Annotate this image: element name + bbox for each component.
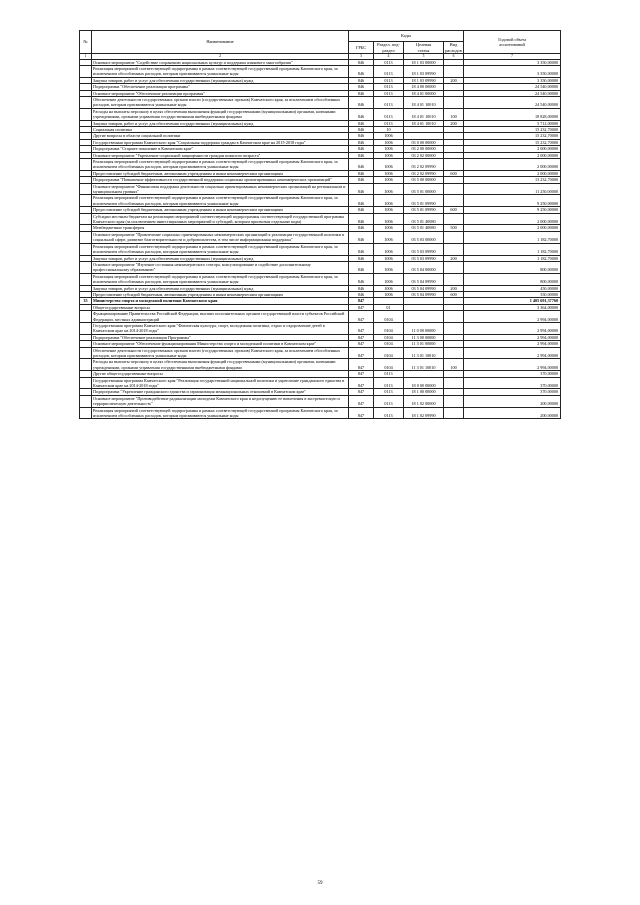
row-number bbox=[80, 108, 92, 120]
row-number bbox=[80, 377, 92, 389]
row-number bbox=[80, 213, 92, 225]
table-row bbox=[80, 407, 561, 419]
row-amount: 3 350,00000 bbox=[464, 59, 561, 65]
row-section: 1006 bbox=[374, 133, 404, 139]
row-target: 18 4 00 00000 bbox=[404, 84, 444, 90]
row-exptype bbox=[444, 347, 464, 359]
row-grbs: 846 bbox=[349, 139, 374, 145]
row-name: Обеспечение деятельности государственных органов власти (государственных органов) Камчатского края, за исключением обособленных расходов, которым присваиваются уникальные коды bbox=[92, 96, 349, 108]
row-amount: 15 232,70000 bbox=[464, 133, 561, 139]
row-amount: 2 000,00000 bbox=[464, 170, 561, 176]
row-section: 1006 bbox=[374, 183, 404, 195]
row-name: Основное мероприятие "Изучение состояния некоммерческого сектора, консультирование и содействие дополнительному профессиональному образованию" bbox=[92, 261, 349, 273]
row-exptype bbox=[444, 322, 464, 334]
row-target: 03 5 01 00000 bbox=[404, 183, 444, 195]
row-number bbox=[80, 359, 92, 371]
row-target: 11 0 00 00000 bbox=[404, 322, 444, 334]
row-exptype bbox=[444, 65, 464, 77]
row-target: 03 2 02 09990 bbox=[404, 159, 444, 171]
row-target: 03 2 02 00000 bbox=[404, 152, 444, 158]
row-target: 18 4 01 10010 bbox=[404, 96, 444, 108]
row-grbs: 846 bbox=[349, 133, 374, 139]
row-name: Другие общегосударственные вопросы bbox=[92, 371, 349, 377]
row-exptype: 100 bbox=[444, 359, 464, 371]
row-grbs: 846 bbox=[349, 77, 374, 83]
row-grbs: 846 bbox=[349, 243, 374, 255]
row-number bbox=[80, 65, 92, 77]
row-target: 03 5 03 00000 bbox=[404, 231, 444, 243]
row-section: 0113 bbox=[374, 371, 404, 377]
row-section: 1006 bbox=[374, 273, 404, 285]
row-name: Основное мероприятие "Финансовая поддержка деятельности социально ориентированных некоммерческих организаций на региональном и муниципальном уровнях" bbox=[92, 183, 349, 195]
table-row bbox=[80, 108, 561, 120]
row-grbs: 846 bbox=[349, 285, 374, 291]
row-exptype bbox=[444, 159, 464, 171]
row-name: Основное мероприятие "Привлечение социально ориентированных некоммерческих организаций к реализации государственной политики в социальной сфере, развитие благотворительности и добровольчества, в том числе информационная поддержка" bbox=[92, 231, 349, 243]
row-target: 18 1 03 00000 bbox=[404, 59, 444, 65]
row-grbs: 846 bbox=[349, 183, 374, 195]
row-grbs: 846 bbox=[349, 261, 374, 273]
row-grbs: 846 bbox=[349, 170, 374, 176]
row-section: 1006 bbox=[374, 243, 404, 255]
row-target bbox=[404, 311, 444, 323]
row-target: 03 5 04 00000 bbox=[404, 261, 444, 273]
row-name: Реализация мероприятий соответствующей подпрограммы в рамках соответствующей государственной программы Камчатского края, за исключением обособленных расходов, которым присваиваются уникальные коды bbox=[92, 273, 349, 285]
row-target: 11 3 01 10010 bbox=[404, 359, 444, 371]
header-index: 4 bbox=[374, 54, 404, 60]
row-name: Реализация мероприятий соответствующей подпрограммы в рамках соответствующей государственной программы Камчатского края, за исключением обособленных расходов, которым присваиваются уникальные коды bbox=[92, 195, 349, 207]
row-grbs: 847 bbox=[349, 395, 374, 407]
header-name: Наименование bbox=[92, 31, 349, 54]
row-name: Субсидии местным бюджетам на реализацию мероприятий соответствующей подпрограммы соответствующей государственной программы Камчатского края (за исключением инвестиционных мероприятий и субсидий, которым присвоены отдельные коды) bbox=[92, 213, 349, 225]
row-grbs: 846 bbox=[349, 207, 374, 213]
row-name: Основное мероприятие "Обеспечение реализации программы" bbox=[92, 90, 349, 96]
table-row bbox=[80, 195, 561, 207]
row-section: 10 bbox=[374, 126, 404, 132]
row-target: 03 0 00 00000 bbox=[404, 139, 444, 145]
row-target: 18 1 02 00000 bbox=[404, 395, 444, 407]
row-target: 03 5 01 09990 bbox=[404, 195, 444, 207]
row-name: Предоставление субсидий бюджетным, автономным учреждениям и иным некоммерческим организациям bbox=[92, 207, 349, 213]
table-row bbox=[80, 243, 561, 255]
row-amount: 9 250,00000 bbox=[464, 207, 561, 213]
row-amount: 800,00000 bbox=[464, 261, 561, 273]
row-section: 0113 bbox=[374, 77, 404, 83]
row-grbs: 847 bbox=[349, 407, 374, 419]
row-section: 1006 bbox=[374, 177, 404, 183]
row-name: Предоставление субсидий бюджетным, автономным учреждениям и иным некоммерческим организациям bbox=[92, 170, 349, 176]
row-target: 03 5 01 40080 bbox=[404, 225, 444, 231]
row-name: Общегосударственные вопросы bbox=[92, 304, 349, 310]
row-number bbox=[80, 273, 92, 285]
row-amount: 5 712,00000 bbox=[464, 120, 561, 126]
header-num: № bbox=[80, 31, 92, 54]
table-row bbox=[80, 213, 561, 225]
row-target: 18 4 01 10010 bbox=[404, 120, 444, 126]
row-name: Предоставление субсидий бюджетным, автономным учреждениям и иным некоммерческим организациям bbox=[92, 291, 349, 297]
header-codes: Коды bbox=[349, 31, 464, 42]
row-name: Обеспечение деятельности государственных органов власти (государственных органов) Камчатского края, за исключением обособленных расходов, которым присваиваются уникальные коды bbox=[92, 347, 349, 359]
row-grbs: 846 bbox=[349, 126, 374, 132]
row-section: 0113 bbox=[374, 395, 404, 407]
row-name: Министерство спорта и молодежной политики Камчатского края bbox=[92, 298, 349, 304]
row-section: 01 bbox=[374, 304, 404, 310]
row-exptype: 600 bbox=[444, 207, 464, 213]
row-section: 1006 bbox=[374, 231, 404, 243]
row-grbs: 846 bbox=[349, 152, 374, 158]
row-target: 18 4 01 00000 bbox=[404, 90, 444, 96]
row-target: 18 0 00 00000 bbox=[404, 377, 444, 389]
row-section: 1006 bbox=[374, 261, 404, 273]
row-amount: 3 364,00000 bbox=[464, 304, 561, 310]
table-row bbox=[80, 359, 561, 371]
row-target: 18 1 00 00000 bbox=[404, 389, 444, 395]
row-exptype: 600 bbox=[444, 291, 464, 297]
table-row bbox=[80, 183, 561, 195]
row-section: 0113 bbox=[374, 84, 404, 90]
row-section: 1006 bbox=[374, 213, 404, 225]
row-target: 03 2 00 00000 bbox=[404, 146, 444, 152]
row-name: Основное мероприятие "Укрепление социальной защищенности граждан пожилого возраста" bbox=[92, 152, 349, 158]
row-name: Подпрограмма "Обеспечение реализации Программы" bbox=[92, 334, 349, 340]
row-exptype bbox=[444, 395, 464, 407]
row-target: 03 5 04 09990 bbox=[404, 291, 444, 297]
row-amount: 2 000,00000 bbox=[464, 152, 561, 158]
row-section: 0113 bbox=[374, 90, 404, 96]
row-section: 0113 bbox=[374, 59, 404, 65]
row-section: 1006 bbox=[374, 285, 404, 291]
row-number bbox=[80, 159, 92, 171]
row-name: Государственная программа Камчатского края "Социальная поддержка граждан в Камчатском крае на 2015-2018 годы" bbox=[92, 139, 349, 145]
row-name: Подпрограмма "Обеспечение реализации программы" bbox=[92, 84, 349, 90]
table-row bbox=[80, 65, 561, 77]
header-grbs: ГРБС bbox=[349, 42, 374, 54]
row-section: 1006 bbox=[374, 291, 404, 297]
header-exptype: Вид расходов bbox=[445, 42, 462, 53]
row-target: 11 3 00 00000 bbox=[404, 334, 444, 340]
row-name: Основное мероприятие "Обеспечение функционирования Министерства спорта и молодежной политики в Камчатском крае" bbox=[92, 341, 349, 347]
table-row bbox=[80, 377, 561, 389]
row-section: 1006 bbox=[374, 146, 404, 152]
row-exptype bbox=[444, 377, 464, 389]
header-index: 6 bbox=[444, 54, 464, 60]
row-grbs: 847 bbox=[349, 334, 374, 340]
row-exptype bbox=[444, 213, 464, 225]
row-name: Основное мероприятие "Содействие сохранению национальных культур и поддержка языкового многообразия" bbox=[92, 59, 349, 65]
row-exptype bbox=[444, 311, 464, 323]
row-number bbox=[80, 407, 92, 419]
header-index: 1 bbox=[80, 54, 92, 60]
row-grbs: 847 bbox=[349, 304, 374, 310]
row-target: 03 5 04 09990 bbox=[404, 273, 444, 285]
row-grbs: 847 bbox=[349, 377, 374, 389]
row-exptype bbox=[444, 273, 464, 285]
row-amount: 18 828,00000 bbox=[464, 108, 561, 120]
row-exptype bbox=[444, 261, 464, 273]
row-section: 0113 bbox=[374, 65, 404, 77]
table-row bbox=[80, 96, 561, 108]
row-grbs: 847 bbox=[349, 347, 374, 359]
table-row bbox=[80, 261, 561, 273]
row-number bbox=[80, 347, 92, 359]
row-target: 03 5 01 40080 bbox=[404, 213, 444, 225]
row-amount: 2 994,00000 bbox=[464, 311, 561, 323]
row-amount: 800,00000 bbox=[464, 273, 561, 285]
row-name: Подпрограмма "Повышение эффективности государственной поддержки социально ориентированных некоммерческих организаций" bbox=[92, 177, 349, 183]
row-name: Основное мероприятие "Противодействие радикализации молодежи Камчатского края и недопущению ее вовлечения в экстремистскую и террористическую деятельность" bbox=[92, 395, 349, 407]
row-grbs: 847 bbox=[349, 322, 374, 334]
table-row bbox=[80, 231, 561, 243]
row-grbs: 847 bbox=[349, 341, 374, 347]
row-amount: 3 350,00000 bbox=[464, 65, 561, 77]
row-exptype: 100 bbox=[444, 108, 464, 120]
row-grbs: 846 bbox=[349, 59, 374, 65]
row-section: 1006 bbox=[374, 195, 404, 207]
row-amount: 200,00000 bbox=[464, 407, 561, 419]
header-index: 5 bbox=[404, 54, 444, 60]
table-row bbox=[80, 322, 561, 334]
row-exptype: 200 bbox=[444, 77, 464, 83]
row-name: Реализация мероприятий соответствующей подпрограммы в рамках соответствующей государственной программы Камчатского края, за исключением обособленных расходов, которым присваиваются уникальные коды bbox=[92, 243, 349, 255]
row-number bbox=[80, 261, 92, 273]
row-amount: 11 250,00000 bbox=[464, 183, 561, 195]
row-name: Межбюджетные трансферты bbox=[92, 225, 349, 231]
row-section: 0113 bbox=[374, 407, 404, 419]
row-grbs: 846 bbox=[349, 213, 374, 225]
row-exptype: 200 bbox=[444, 120, 464, 126]
row-amount: 2 994,00000 bbox=[464, 341, 561, 347]
row-name: Закупка товаров, работ и услуг для обеспечения государственных (муниципальных) нужд bbox=[92, 255, 349, 261]
row-target: 18 4 01 10010 bbox=[404, 108, 444, 120]
row-section: 1006 bbox=[374, 225, 404, 231]
row-amount: 1 182,70000 bbox=[464, 255, 561, 261]
row-number bbox=[80, 322, 92, 334]
row-amount: 15 232,70000 bbox=[464, 126, 561, 132]
row-grbs: 847 bbox=[349, 371, 374, 377]
row-grbs: 846 bbox=[349, 225, 374, 231]
row-amount: 2 000,00000 bbox=[464, 225, 561, 231]
row-exptype bbox=[444, 96, 464, 108]
row-number bbox=[80, 243, 92, 255]
row-name: Государственная программа Камчатского края "Реализация государственной национальной политики и укрепление гражданского единства в Камчатском крае на 2014-2018 годы" bbox=[92, 377, 349, 389]
table-row bbox=[80, 311, 561, 323]
row-section: 1006 bbox=[374, 207, 404, 213]
table-header bbox=[80, 31, 561, 60]
row-section: 0104 bbox=[374, 341, 404, 347]
row-exptype bbox=[444, 231, 464, 243]
row-amount: 450,00000 bbox=[464, 285, 561, 291]
row-name: Реализация мероприятий соответствующей подпрограммы в рамках соответствующей государственной программы Камчатского края, за исключением обособленных расходов, которым присваиваются уникальные коды bbox=[92, 65, 349, 77]
row-name: Реализация мероприятий соответствующей подпрограммы в рамках соответствующей государственной программы Камчатского края, за исключением обособленных расходов, которым присваиваются уникальные коды bbox=[92, 407, 349, 419]
row-target: 18 1 03 09990 bbox=[404, 77, 444, 83]
table-row bbox=[80, 273, 561, 285]
row-target: 11 3 01 10010 bbox=[404, 347, 444, 359]
row-section: 1006 bbox=[374, 152, 404, 158]
row-exptype: 200 bbox=[444, 285, 464, 291]
row-amount: 370,00000 bbox=[464, 377, 561, 389]
row-section: 0104 bbox=[374, 311, 404, 323]
row-section: 0104 bbox=[374, 334, 404, 340]
row-amount: 15 232,70000 bbox=[464, 139, 561, 145]
row-number bbox=[80, 183, 92, 195]
table-row bbox=[80, 159, 561, 171]
row-name: Другие вопросы в области социальной политики bbox=[92, 133, 349, 139]
row-amount: 24 540,00000 bbox=[464, 84, 561, 90]
row-name: Подпрограмма "Старшее поколение в Камчатском крае" bbox=[92, 146, 349, 152]
row-section: 0104 bbox=[374, 347, 404, 359]
row-grbs: 846 bbox=[349, 273, 374, 285]
row-amount: 1 182,70000 bbox=[464, 231, 561, 243]
row-number bbox=[80, 195, 92, 207]
row-grbs: 846 bbox=[349, 65, 374, 77]
row-grbs: 846 bbox=[349, 291, 374, 297]
row-grbs: 846 bbox=[349, 90, 374, 96]
row-amount: 1 182,70000 bbox=[464, 243, 561, 255]
row-amount: 2 000,00000 bbox=[464, 159, 561, 171]
row-name: Социальная политика bbox=[92, 126, 349, 132]
table-body bbox=[80, 59, 561, 419]
row-amount: 24 540,00000 bbox=[464, 96, 561, 108]
row-grbs: 846 bbox=[349, 255, 374, 261]
row-grbs: 846 bbox=[349, 231, 374, 243]
row-amount: 3 350,00000 bbox=[464, 77, 561, 83]
row-grbs: 847 bbox=[349, 298, 374, 304]
row-number bbox=[80, 231, 92, 243]
row-grbs: 846 bbox=[349, 195, 374, 207]
row-section: 0113 bbox=[374, 108, 404, 120]
row-section: 0113 bbox=[374, 377, 404, 389]
row-target: 03 5 03 09990 bbox=[404, 255, 444, 261]
row-target: 18 1 03 09990 bbox=[404, 65, 444, 77]
row-target: 18 1 02 09990 bbox=[404, 407, 444, 419]
row-exptype: 200 bbox=[444, 255, 464, 261]
row-section: 0113 bbox=[374, 96, 404, 108]
row-name: Государственная программа Камчатского края "Физическая культура, спорт, молодежная политика, отдых и оздоровление детей в Камчатском крае на 2014-2018 годы" bbox=[92, 322, 349, 334]
row-name: Закупка товаров, работ и услуг для обеспечения государственных (муниципальных) нужд bbox=[92, 285, 349, 291]
row-amount: 1 405 691,37760 bbox=[464, 298, 561, 304]
row-section: 0104 bbox=[374, 322, 404, 334]
row-amount: 2 994,00000 bbox=[464, 322, 561, 334]
row-amount: 350,00000 bbox=[464, 291, 561, 297]
row-grbs: 847 bbox=[349, 359, 374, 371]
row-amount: 24 540,00000 bbox=[464, 90, 561, 96]
row-number bbox=[80, 395, 92, 407]
row-name: Реализация мероприятий соответствующей подпрограммы в рамках соответствующей государственной программы Камчатского края, за исключением обособленных расходов, которым присваиваются уникальные коды bbox=[92, 159, 349, 171]
budget-table bbox=[79, 30, 561, 419]
row-exptype bbox=[444, 183, 464, 195]
row-grbs: 846 bbox=[349, 159, 374, 171]
row-amount: 13 232,70000 bbox=[464, 177, 561, 183]
row-target: 03 5 03 09990 bbox=[404, 243, 444, 255]
row-grbs: 846 bbox=[349, 120, 374, 126]
header-amount: Годовой объем ассигнований bbox=[464, 31, 561, 54]
row-target: 11 3 01 00000 bbox=[404, 341, 444, 347]
row-name: Закупка товаров, работ и услуг для обеспечения государственных (муниципальных) нужд bbox=[92, 120, 349, 126]
row-exptype: 600 bbox=[444, 170, 464, 176]
row-number bbox=[80, 96, 92, 108]
row-grbs: 847 bbox=[349, 311, 374, 323]
row-amount: 2 994,00000 bbox=[464, 347, 561, 359]
row-section: 0113 bbox=[374, 120, 404, 126]
row-grbs: 846 bbox=[349, 84, 374, 90]
row-amount: 2 994,00000 bbox=[464, 334, 561, 340]
header-target: Целевая статья bbox=[404, 42, 444, 54]
row-grbs: 846 bbox=[349, 96, 374, 108]
row-exptype bbox=[444, 407, 464, 419]
row-exptype bbox=[444, 195, 464, 207]
row-amount: 2 000,00000 bbox=[464, 213, 561, 225]
row-target: 03 5 00 00000 bbox=[404, 177, 444, 183]
row-section: 1006 bbox=[374, 255, 404, 261]
row-target: 03 5 01 09990 bbox=[404, 207, 444, 213]
row-amount: 370,00000 bbox=[464, 371, 561, 377]
row-grbs: 846 bbox=[349, 108, 374, 120]
row-target: 03 2 02 09990 bbox=[404, 170, 444, 176]
row-name: Расходы на выплаты персоналу в целях обеспечения выполнения функций государственными (муниципальными) органами, казенными учреждениями, органами управления государственными внебюджетными фондами bbox=[92, 359, 349, 371]
table-row bbox=[80, 395, 561, 407]
row-section: 1006 bbox=[374, 139, 404, 145]
row-section: 0104 bbox=[374, 359, 404, 371]
row-number bbox=[80, 311, 92, 323]
row-name: Подпрограмма "Укрепление гражданского единства и гармонизация межнациональных отношений в Камчатском крае" bbox=[92, 389, 349, 395]
row-grbs: 847 bbox=[349, 389, 374, 395]
row-section: 0113 bbox=[374, 389, 404, 395]
table-row bbox=[80, 347, 561, 359]
row-name: Функционирование Правительства Российской Федерации, высших исполнительных органов государственной власти субъектов Российской Федерации, местных администраций bbox=[92, 311, 349, 323]
row-grbs: 846 bbox=[349, 146, 374, 152]
row-section: 1006 bbox=[374, 170, 404, 176]
header-index: 2 bbox=[92, 54, 349, 60]
row-amount: 200,00000 bbox=[464, 395, 561, 407]
row-exptype: 500 bbox=[444, 225, 464, 231]
row-amount: 370,00000 bbox=[464, 389, 561, 395]
row-section: 1006 bbox=[374, 159, 404, 171]
row-grbs: 846 bbox=[349, 177, 374, 183]
page-number: 59 bbox=[317, 881, 323, 886]
row-number: 35 bbox=[80, 298, 92, 304]
header-index: 3 bbox=[349, 54, 374, 60]
row-name: Расходы на выплаты персоналу в целях обеспечения выполнения функций государственными (муниципальными) органами, казенными учреждениями, органами управления государственными внебюджетными фондами bbox=[92, 108, 349, 120]
header-section: Раздел, под- раздел bbox=[374, 42, 404, 54]
row-amount: 2 000,00000 bbox=[464, 146, 561, 152]
row-exptype bbox=[444, 243, 464, 255]
row-name: Закупка товаров, работ и услуг для обеспечения государственных (муниципальных) нужд bbox=[92, 77, 349, 83]
row-target: 03 5 04 09990 bbox=[404, 285, 444, 291]
header-index: 7 bbox=[464, 54, 561, 60]
row-amount: 2 994,00000 bbox=[464, 359, 561, 371]
row-amount: 9 250,00000 bbox=[464, 195, 561, 207]
